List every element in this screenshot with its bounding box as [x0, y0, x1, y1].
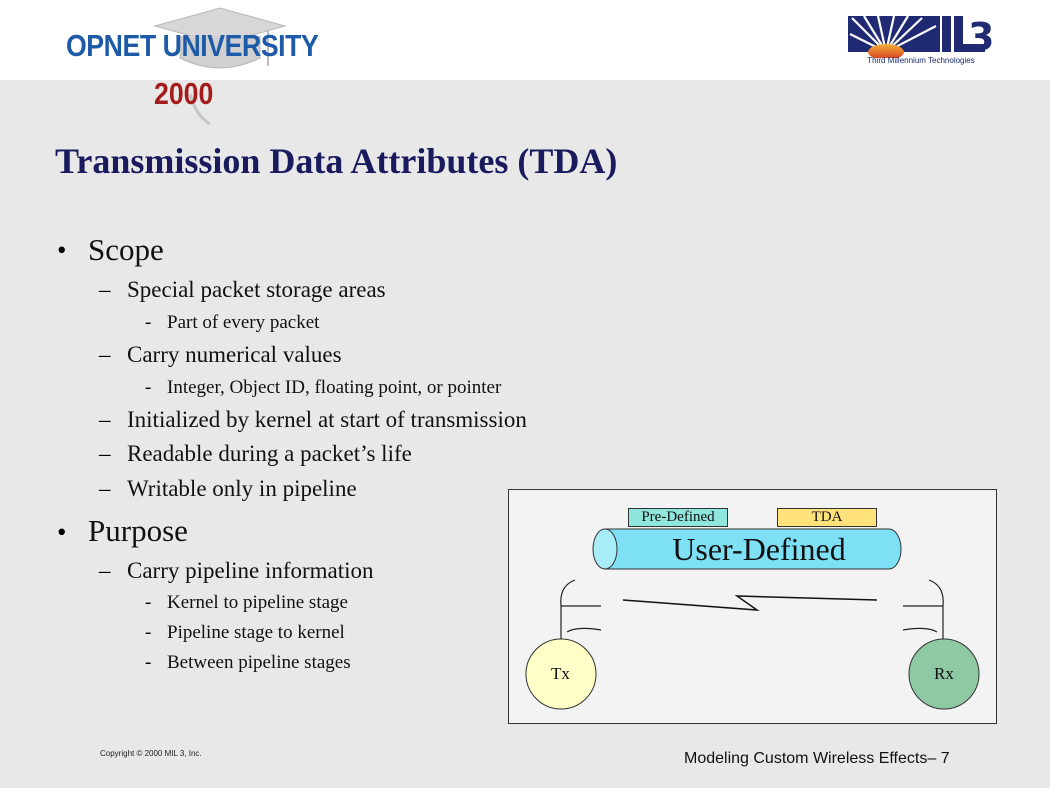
user-defined-label: User-Defined — [672, 531, 846, 567]
sub-sub-bullet: Integer, Object ID, floating point, or pointer — [167, 377, 502, 398]
sub-bullet: Carry numerical values — [127, 342, 342, 367]
slide-title: Transmission Data Attributes (TDA) — [55, 141, 618, 181]
sub-bullet: Readable during a packet’s life — [127, 441, 412, 466]
level3-dash-icon: - — [145, 592, 152, 613]
opnet-university-logo — [60, 6, 330, 116]
sub-bullet: Initialized by kernel at start of transmission — [127, 407, 527, 432]
sub-bullet: Special packet storage areas — [127, 277, 386, 302]
level1-bullet-icon: • — [57, 517, 67, 547]
sub-sub-bullet: Pipeline stage to kernel — [167, 622, 345, 643]
rx-label: Rx — [934, 664, 954, 683]
level3-dash-icon: - — [145, 622, 152, 643]
level1-bullet-icon: • — [57, 235, 67, 265]
wireless-link-icon — [623, 596, 877, 610]
level2-dash-icon: – — [99, 558, 111, 583]
level2-dash-icon: – — [99, 407, 111, 432]
copyright: Copyright © 2000 MIL 3, Inc. — [100, 749, 202, 758]
logo-year: 2000 — [154, 76, 214, 111]
packet-cylinder-cap — [593, 529, 617, 569]
bullet-purpose: Purpose — [88, 513, 188, 548]
predefined-box: Pre-Defined — [628, 508, 728, 527]
sub-bullet: Writable only in pipeline — [127, 476, 357, 501]
level2-dash-icon: – — [99, 441, 111, 466]
mil3-logo — [838, 12, 998, 72]
tda-box: TDA — [777, 508, 877, 527]
level3-dash-icon: - — [145, 312, 152, 333]
opnet-university-wordmark: OPNET UNIVERSITY — [66, 28, 319, 63]
level3-dash-icon: - — [145, 652, 152, 673]
level2-dash-icon: – — [99, 476, 111, 501]
tda-diagram — [508, 489, 997, 724]
mil3-sunburst-icon — [838, 12, 998, 58]
mil3-tagline: Third Millennium Technologies — [867, 56, 975, 65]
footer-title: Modeling Custom Wireless Effects– 7 — [684, 750, 950, 767]
level3-dash-icon: - — [145, 377, 152, 398]
diagram-graphics — [509, 490, 998, 725]
sub-sub-bullet: Between pipeline stages — [167, 652, 351, 673]
sub-sub-bullet: Kernel to pipeline stage — [167, 592, 348, 613]
mil3-three: 3 — [968, 15, 995, 58]
level2-dash-icon: – — [99, 342, 111, 367]
level2-dash-icon: – — [99, 277, 111, 302]
sub-sub-bullet: Part of every packet — [167, 312, 320, 333]
bullet-scope: Scope — [88, 232, 164, 267]
sub-bullet: Carry pipeline information — [127, 558, 374, 583]
tx-label: Tx — [551, 664, 570, 683]
